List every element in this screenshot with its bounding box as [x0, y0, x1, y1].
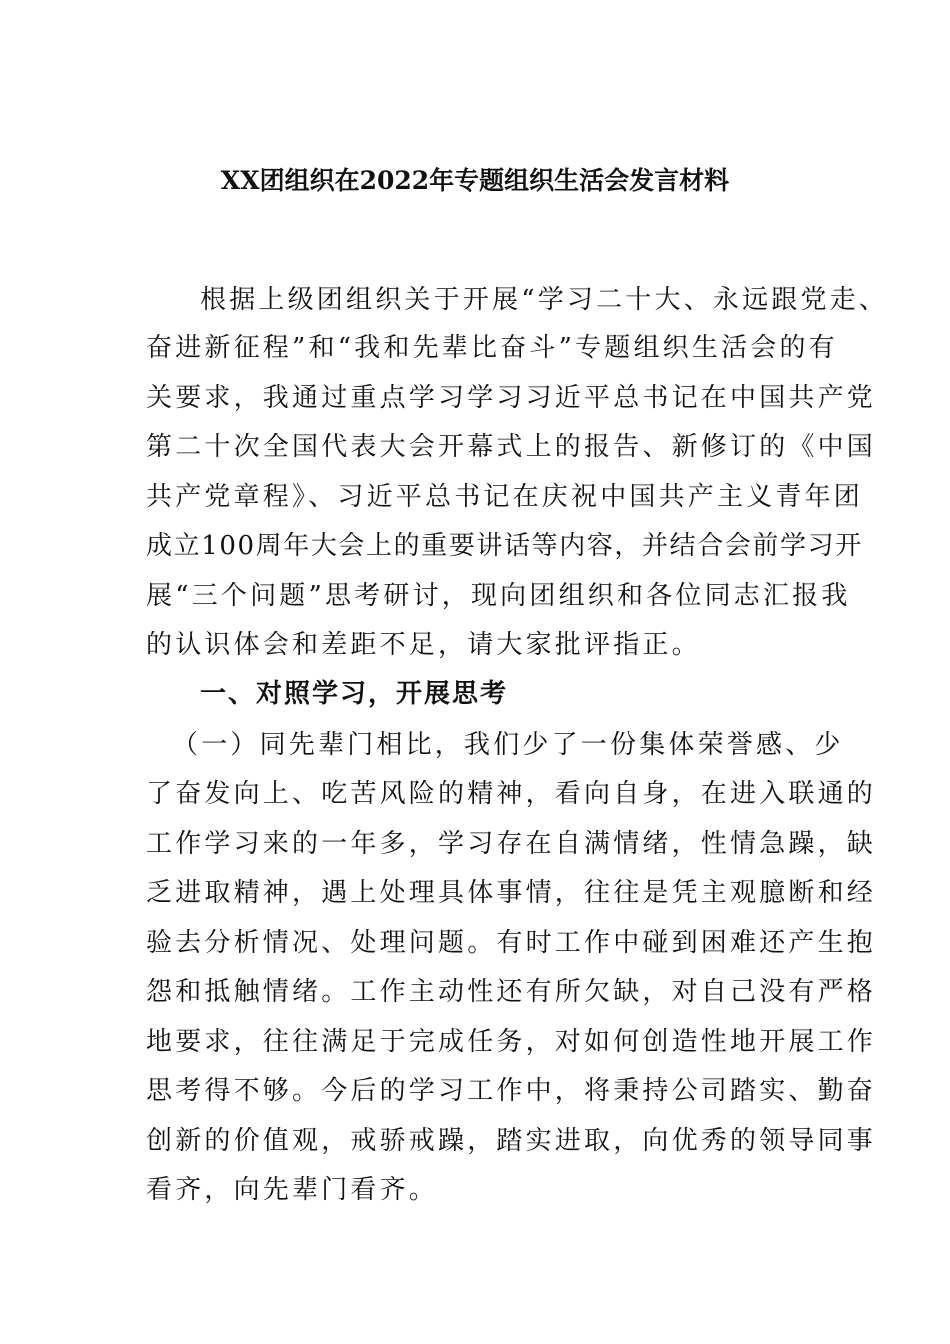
intro-line: 根据上级团组织关于开展“学习二十大、永远跟党走、 [200, 285, 889, 315]
section-line: 思考得不够。今后的学习工作中，将秉持公司踏实、勤奋 [146, 1076, 877, 1106]
intro-line: 共产党章程》、习近平总书记在庆祝中国共产主义青年团 [146, 482, 864, 512]
intro-line: 关要求，我通过重点学习学习习近平总书记在中国共产党 [146, 383, 877, 413]
section-line: （一）同先辈门相比，我们少了一份集体荣誉感、少 [172, 730, 844, 760]
section-line: 看齐，向先辈门看齐。 [146, 1175, 439, 1205]
section-line: 乏进取精神，遇上处理具体事情，往往是凭主观臆断和经 [146, 878, 877, 908]
intro-line: 奋进新征程”和“我和先辈比奋斗”专题组织生活会的有 [146, 333, 838, 363]
intro-line: 展“三个问题”思考研讨，现向团组织和各位同志汇报我 [146, 581, 851, 611]
document-title: XX团组织在2022年专题组织生活会发言材料 [220, 166, 730, 195]
section-line: 工作学习来的一年多，学习存在自满情绪，性情急躁，缺 [146, 829, 877, 859]
section-line: 创新的价值观，戒骄戒躁，踏实进取，向优秀的领导同事 [146, 1126, 877, 1156]
section-line: 地要求，往往满足于完成任务，对如何创造性地开展工作 [146, 1027, 877, 1057]
intro-line: 成立100周年大会上的重要讲话等内容，并结合会前学习开 [146, 531, 863, 561]
section-heading: 一、对照学习，开展思考 [200, 679, 509, 709]
section-line: 怨和抵触情绪。工作主动性还有所欠缺，对自己没有严格 [146, 977, 877, 1007]
intro-line: 的认识体会和差距不足，请大家批评指正。 [146, 630, 701, 660]
section-line: 了奋发向上、吃苦风险的精神，看向自身，在进入联通的 [146, 779, 877, 809]
section-line: 验去分析情况、处理问题。有时工作中碰到困难还产生抱 [146, 928, 877, 958]
intro-line: 第二十次全国代表大会开幕式上的报告、新修订的《中国 [146, 432, 877, 462]
